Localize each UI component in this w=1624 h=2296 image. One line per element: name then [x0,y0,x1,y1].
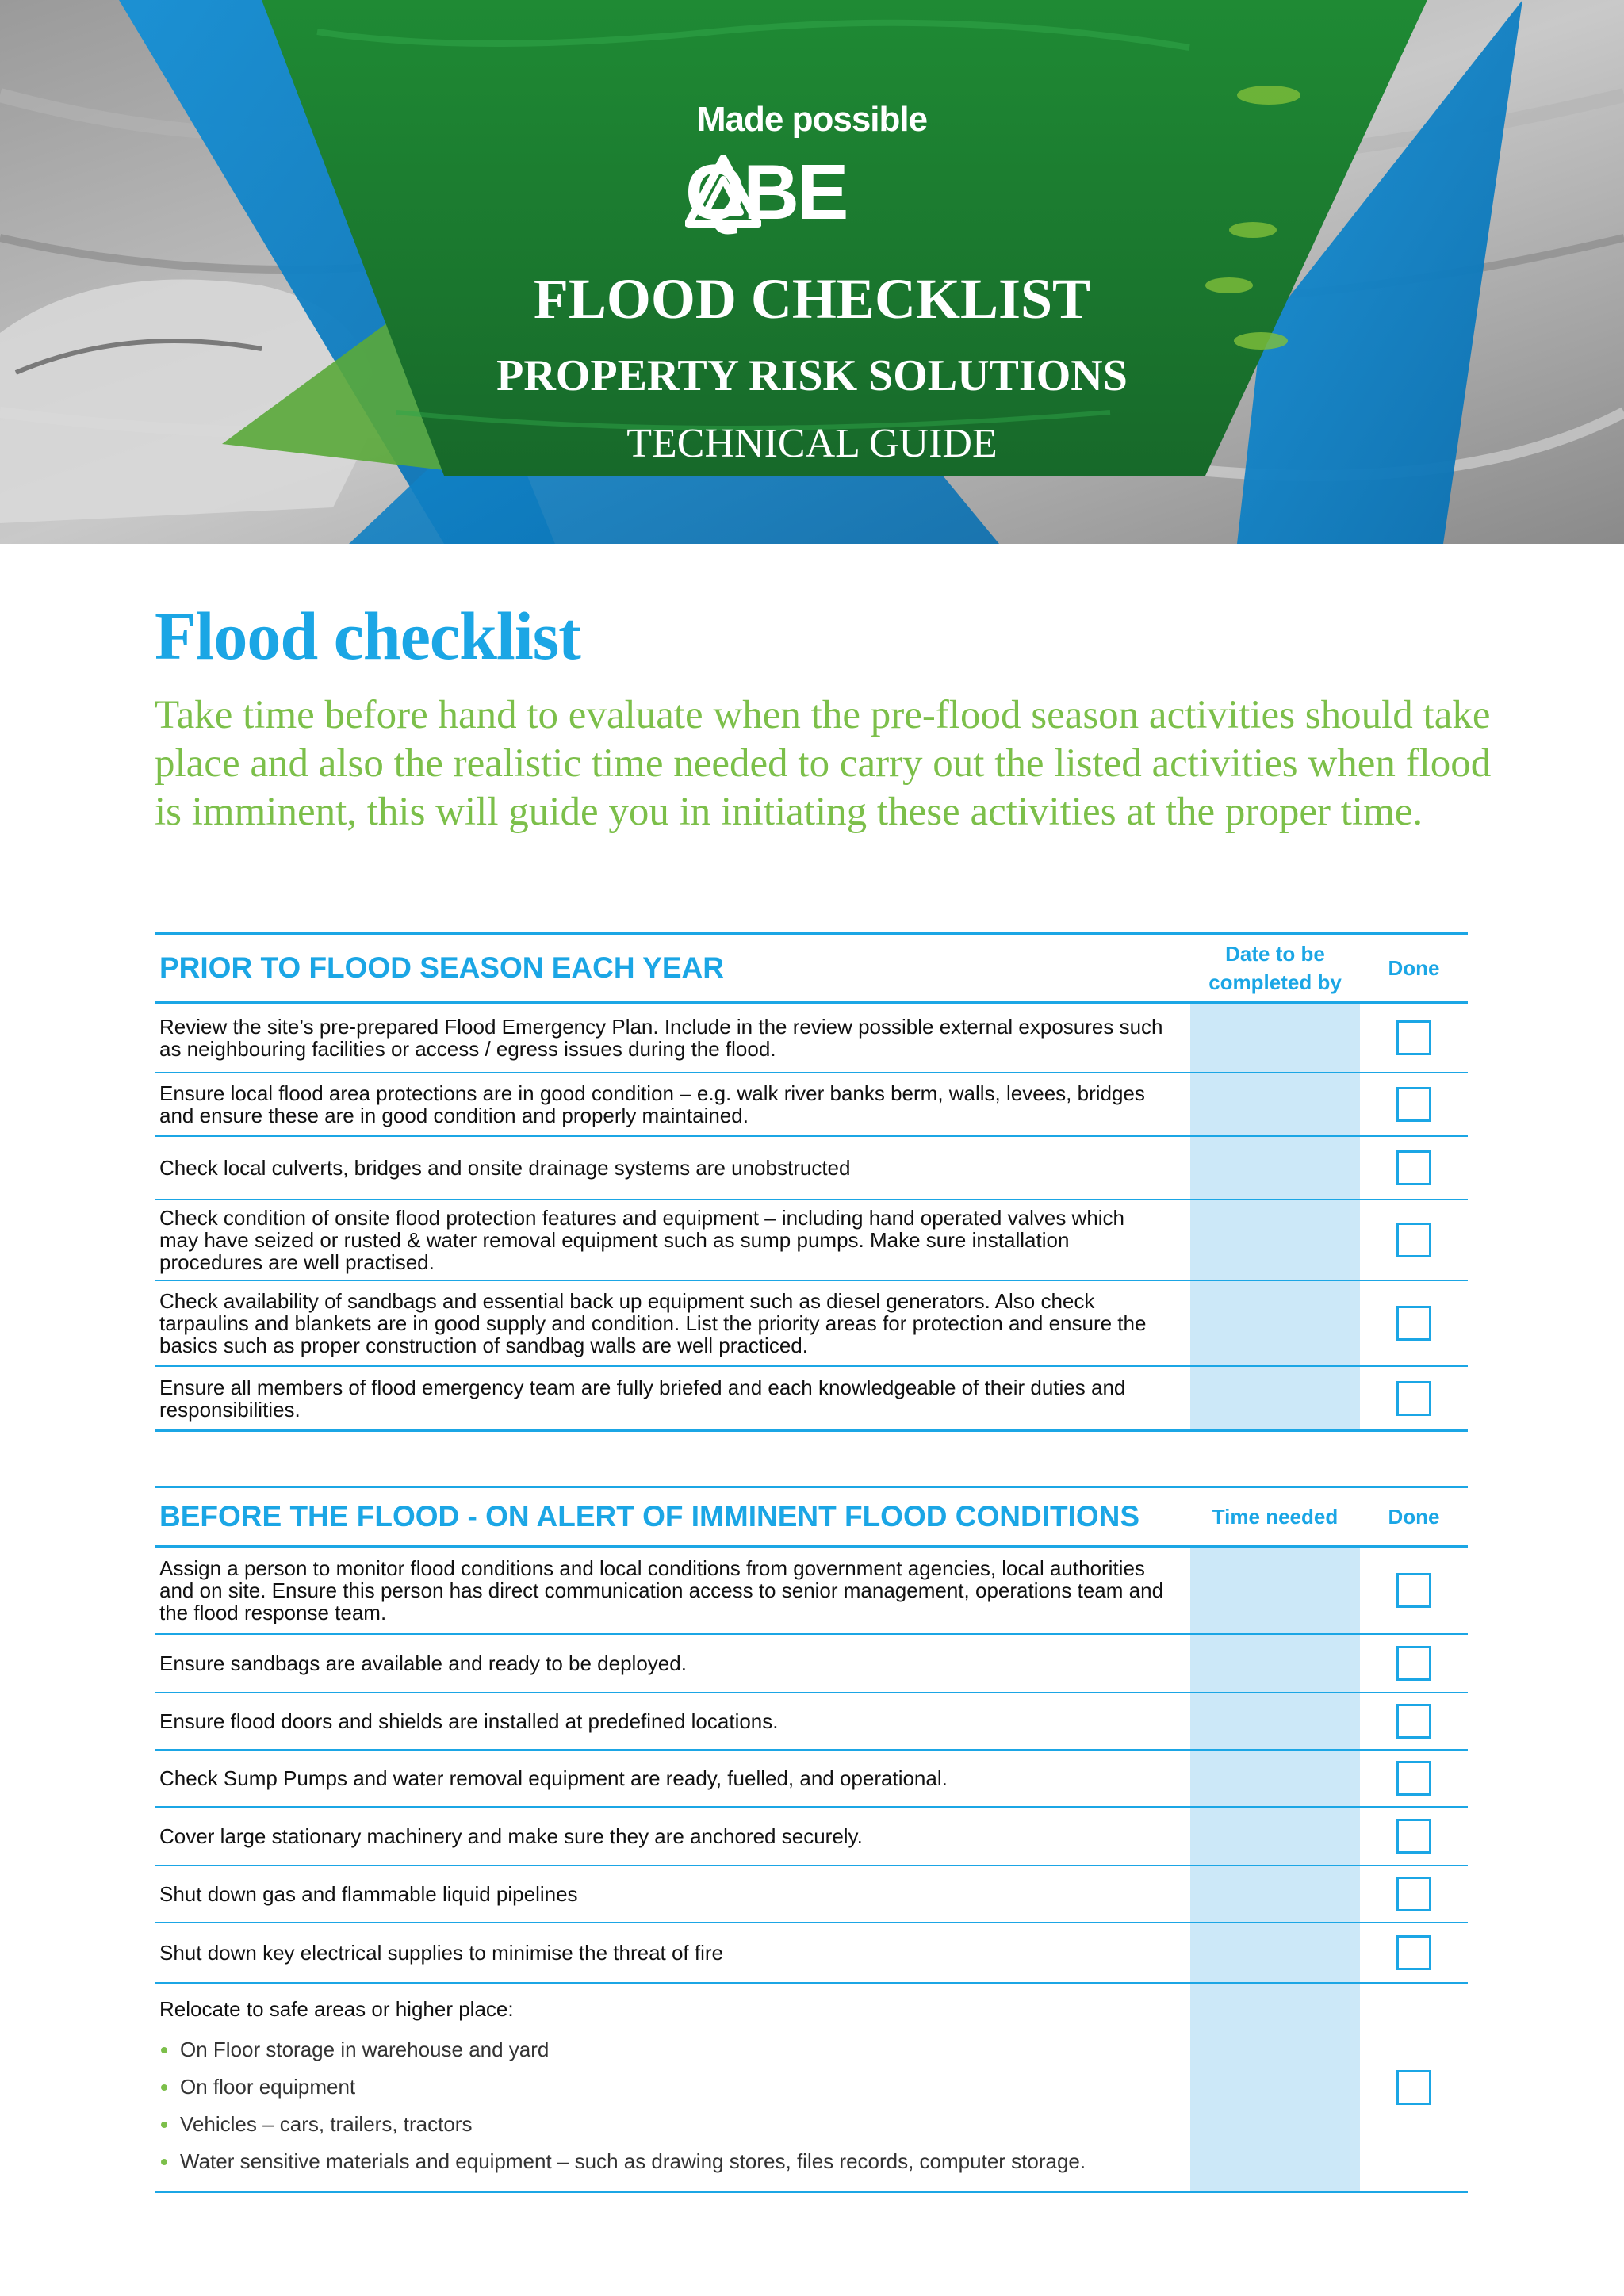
date-cell[interactable] [1190,1137,1360,1199]
checklist-row [155,1004,1468,1073]
header-banner [0,0,1624,544]
done-checkbox[interactable] [1396,1573,1431,1608]
section-header [155,932,1468,1004]
time-cell[interactable] [1190,1548,1360,1633]
done-checkbox[interactable] [1396,1020,1431,1055]
done-checkbox[interactable] [1396,1819,1431,1854]
row-text: Ensure flood doors and shields are installed at predefined locations. [159,1709,779,1733]
column-header-done: Done [1388,1504,1440,1529]
time-cell[interactable] [1190,1923,1360,1982]
guide-label: TECHNICAL GUIDE [626,421,998,466]
time-cell[interactable] [1190,1751,1360,1806]
done-checkbox[interactable] [1396,1150,1431,1185]
row-text: Check Sump Pumps and water removal equipment are ready, fuelled, and operational. [159,1766,948,1790]
qbe-logo [685,148,947,235]
row-text: Assign a person to monitor flood conditions and local conditions from government agencies, local authorities and on site. Ensure this person has direct communication access to senior management, operations team and the flood response team. [159,1556,1164,1624]
done-checkbox[interactable] [1396,1704,1431,1739]
list-item: On floor equipment [180,2068,1166,2106]
relocate-list [159,2031,1166,2180]
time-cell[interactable] [1190,1693,1360,1749]
time-cell[interactable] [1190,1635,1360,1692]
checklist-row-relocate [155,1984,1468,2193]
checklist-row [155,1866,1468,1923]
checklist-row [155,1923,1468,1984]
column-header-done: Done [1388,955,1440,980]
date-cell[interactable] [1190,1004,1360,1072]
time-cell[interactable] [1190,1808,1360,1865]
done-checkbox[interactable] [1396,1761,1431,1796]
row-text: Check availability of sandbags and essential back up equipment such as diesel generators. Also check tarpaulins and blankets are in good supply and condition. List the priority areas for protection and ensure the basics such as proper construction of sandbag walls are well practiced. [159,1289,1147,1357]
column-header-date: Date to be completed by [1208,942,1342,994]
list-item: Water sensitive materials and equipment – such as drawing stores, files records, computer storage. [180,2143,1166,2180]
checklist-row [155,1808,1468,1866]
row-text: Check condition of onsite flood protection features and equipment – including hand operated valves which may have seized or rusted & water removal equipment such as sump pumps. Make sure installation procedures are well practised. [159,1206,1125,1274]
intro-paragraph: Take time before hand to evaluate when the pre-flood season activities should take place and also the realistic time needed to carry out the listed activities when flood is imminent, this will guide you in initiating these activities at the proper time. [155,693,1492,834]
page-title: Flood checklist [155,598,580,674]
done-checkbox[interactable] [1396,1381,1431,1416]
row-text: Shut down key electrical supplies to minimise the threat of fire [159,1941,724,1965]
checklist-row [155,1200,1468,1281]
row-text: Review the site’s pre-prepared Flood Emergency Plan. Include in the review possible external exposures such as neighbouring facilities or access / egress issues during the flood. [159,1015,1163,1061]
time-cell[interactable] [1190,1866,1360,1922]
checklist-row [155,1548,1468,1635]
date-cell[interactable] [1190,1281,1360,1365]
row-text: Ensure local flood area protections are in good condition – e.g. walk river banks berm, walls, levees, bridges and ensure these are in good condition and properly maintained. [159,1081,1145,1127]
list-item: On Floor storage in warehouse and yard [180,2031,1166,2068]
checklist-row [155,1635,1468,1693]
checklist-row [155,1751,1468,1808]
checklist-row [155,1281,1468,1367]
brand-tagline: Made possible [696,100,928,139]
row-text: Ensure all members of flood emergency team are fully briefed and each knowledgeable of their duties and responsibilities. [159,1375,1126,1422]
done-checkbox[interactable] [1396,1646,1431,1681]
document-subtitle: PROPERTY RISK SOLUTIONS [496,351,1128,400]
document-title: FLOOD CHECKLIST [533,267,1091,331]
done-checkbox[interactable] [1396,1935,1431,1970]
done-checkbox[interactable] [1396,1087,1431,1122]
column-header-time: Time needed [1212,1505,1339,1529]
done-checkbox[interactable] [1396,1306,1431,1341]
row-text: Shut down gas and flammable liquid pipelines [159,1882,578,1906]
date-cell[interactable] [1190,1367,1360,1429]
section-title: PRIOR TO FLOOD SEASON EACH YEAR [159,951,724,984]
date-cell[interactable] [1190,1073,1360,1135]
row-text: Cover large stationary machinery and make sure they are anchored securely. [159,1824,863,1848]
done-checkbox[interactable] [1396,1877,1431,1911]
row-text: Ensure sandbags are available and ready to be deployed. [159,1651,687,1675]
section-title: BEFORE THE FLOOD - ON ALERT OF IMMINENT FLOOD CONDITIONS [159,1500,1140,1533]
checklist-row [155,1367,1468,1432]
date-cell[interactable] [1190,1200,1360,1280]
done-checkbox[interactable] [1396,2070,1431,2105]
time-cell[interactable] [1190,1984,1360,2191]
section-header [155,1486,1468,1548]
checklist-row [155,1073,1468,1137]
checklist-row [155,1693,1468,1751]
done-checkbox[interactable] [1396,1223,1431,1257]
brand-name: QBE [685,148,847,235]
row-text [155,1984,1190,2191]
checklist-row [155,1137,1468,1200]
relocate-lead: Relocate to safe areas or higher place: [159,1997,514,2021]
list-item: Vehicles – cars, trailers, tractors [180,2106,1166,2143]
checklist-prior-to-flood-season [155,932,1468,1432]
row-text: Check local culverts, bridges and onsite drainage systems are unobstructed [159,1156,851,1180]
qbe-logo-icon [685,155,761,228]
checklist-before-the-flood [155,1486,1468,2193]
